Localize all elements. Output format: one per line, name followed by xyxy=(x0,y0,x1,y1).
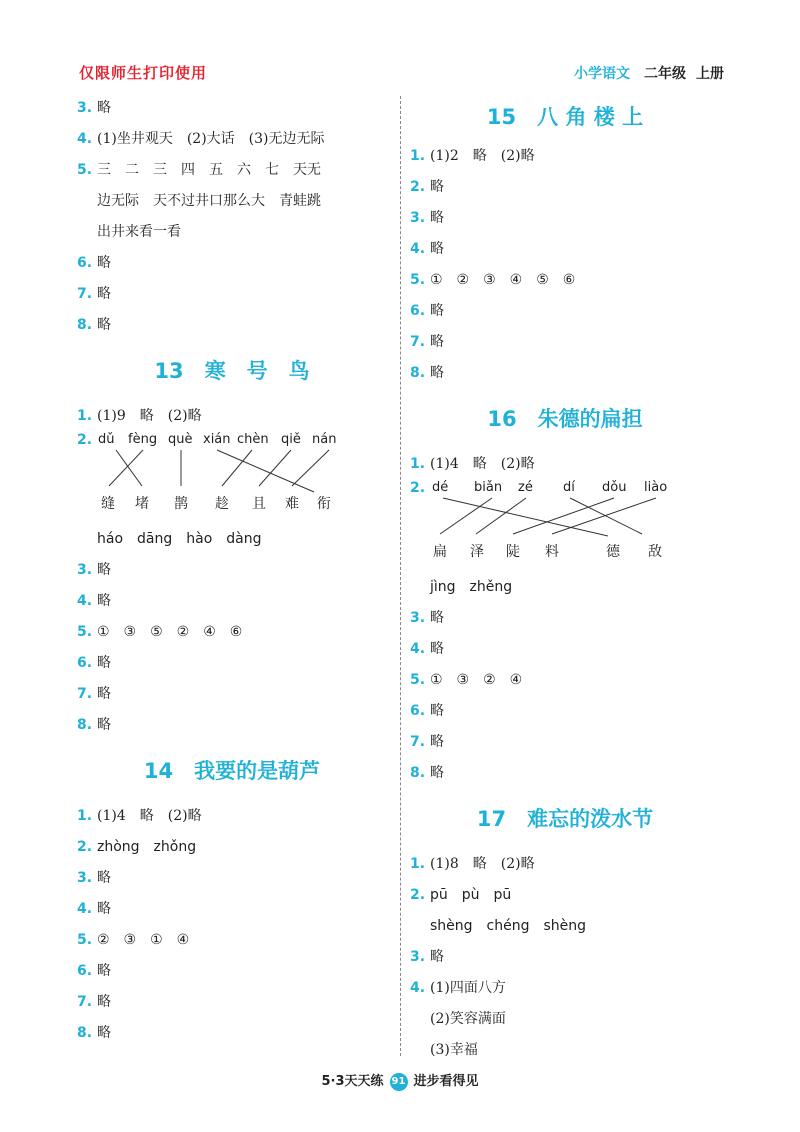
answer-row: 8. 略 xyxy=(410,365,444,381)
column-divider xyxy=(400,96,401,1056)
pinyin-option: chèn xyxy=(237,432,269,447)
matching-lines xyxy=(77,432,387,524)
lesson-16-title: 16 朱德的扁担 xyxy=(487,407,643,431)
character-option: 难 xyxy=(285,496,299,512)
answer-row: 5. ① ③ ② ④ xyxy=(410,672,523,688)
pinyin-option: liào xyxy=(644,480,668,495)
character-option: 敌 xyxy=(648,544,662,560)
answer-row: 5. ① ③ ⑤ ② ④ ⑥ xyxy=(77,624,243,640)
answer-row: 1. (1)4 略 (2)略 xyxy=(410,456,535,472)
footer-series: 5·3天天练 xyxy=(321,1074,384,1089)
pinyin-option: dí xyxy=(563,480,575,495)
answer-row: 4. (1)坐井观天 (2)大话 (3)无边无际 xyxy=(77,131,325,147)
subject-label: 小学语文 xyxy=(574,66,630,82)
answer-row: 7. 略 xyxy=(77,994,111,1010)
answer-row: 1. (1)2 略 (2)略 xyxy=(410,148,535,164)
pinyin-option: dǔ xyxy=(98,432,115,447)
character-option: 且 xyxy=(252,496,266,512)
answer-row: 6. 略 xyxy=(77,255,111,271)
left-column xyxy=(77,93,387,1049)
pinyin-option: zé xyxy=(518,480,533,495)
answer-row: 1. (1)8 略 (2)略 xyxy=(410,856,535,872)
character-option: 陡 xyxy=(506,544,520,560)
lesson-17-title: 17 难忘的泼水节 xyxy=(476,807,654,831)
answer-row: 5. 三 二 三 四 五 六 七 天无 xyxy=(77,162,321,178)
character-option: 鹊 xyxy=(174,496,188,512)
answer-row: 1. (1)9 略 (2)略 xyxy=(77,408,202,424)
pinyin-option: fèng xyxy=(128,432,158,447)
page-footer xyxy=(0,1070,800,1091)
lesson-14-title: 14 我要的是葫芦 xyxy=(143,759,321,783)
answer-row: 7. 略 xyxy=(77,286,111,302)
answer-row: 5. ② ③ ① ④ xyxy=(77,932,190,948)
page-number: 91 xyxy=(390,1073,408,1091)
answer-row-continued: (2)笑容满面 xyxy=(430,1011,506,1027)
answer-row: 6. 略 xyxy=(410,703,444,719)
answer-row: 7. 略 xyxy=(77,686,111,702)
answer-row: 1. (1)4 略 (2)略 xyxy=(77,808,202,824)
answer-row: 5. ① ② ③ ④ ⑤ ⑥ xyxy=(410,272,576,288)
answer-row-continued: (3)幸福 xyxy=(430,1042,478,1058)
answer-row-continued: 出井来看一看 xyxy=(97,224,181,240)
answer-row: 3. 略 xyxy=(410,210,444,226)
answer-row-continued: shèng chéng shèng xyxy=(430,918,587,934)
pinyin-option: dǒu xyxy=(602,480,627,495)
prev-section-answers xyxy=(77,93,387,341)
answer-row: 2. pū pù pū xyxy=(410,887,512,903)
grade-label: 二年级 xyxy=(644,66,686,82)
answer-row: 8. 略 xyxy=(77,717,111,733)
answer-row: 6. 略 xyxy=(77,655,111,671)
pinyin-matching-16: 2. dé biǎn zé dí dǒu liào 扁 泽 陡 料 德 敌 xyxy=(410,480,720,572)
answer-row: 3. 略 xyxy=(77,870,111,886)
character-option: 趁 xyxy=(215,496,229,512)
pinyin-option: biǎn xyxy=(474,480,503,495)
answer-row: 2. 略 xyxy=(410,179,444,195)
lesson-15-title: 15 八 角 楼 上 xyxy=(486,105,644,129)
answer-row: 7. 略 xyxy=(410,334,444,350)
character-option: 堵 xyxy=(135,496,149,512)
answer-row: 4. 略 xyxy=(77,593,111,609)
answer-row-continued: 边无际 天不过井口那么大 青蛙跳 xyxy=(97,193,321,209)
volume-label: 上册 xyxy=(696,66,724,82)
character-option: 衔 xyxy=(317,496,331,512)
pinyin-matching-13: 2. dǔ fèng què xián chèn qiě nán 缝 堵 鹊 趁 且 难 衔 xyxy=(77,432,387,524)
pinyin-option: nán xyxy=(312,432,337,447)
answer-row: 3. 略 xyxy=(410,610,444,626)
answer-row: 8. 略 xyxy=(410,765,444,781)
answer-row: 6. 略 xyxy=(410,303,444,319)
answer-row: 7. 略 xyxy=(410,734,444,750)
answer-row: 4. 略 xyxy=(77,901,111,917)
character-option: 德 xyxy=(606,544,620,560)
pinyin-option: què xyxy=(168,432,193,447)
answer-row: 8. 略 xyxy=(77,317,111,333)
answer-row: 3. 略 xyxy=(410,949,444,965)
watermark-label: 仅限师生打印使用 xyxy=(79,64,208,82)
answer-row: 3. 略 xyxy=(77,562,111,578)
lesson-13-title: 13 寒 号 鸟 xyxy=(154,359,310,383)
character-option: 料 xyxy=(545,544,559,560)
book-info xyxy=(574,63,724,83)
answer-row: 3. 略 xyxy=(77,100,111,116)
answer-row: 2. zhòng zhǒng xyxy=(77,839,197,855)
pinyin-answer-row: háo dāng hào dàng xyxy=(97,531,262,547)
answer-row: 6. 略 xyxy=(77,963,111,979)
answer-row: 4. (1)四面八方 xyxy=(410,980,506,996)
pinyin-option: dé xyxy=(432,480,449,495)
character-option: 扁 xyxy=(433,544,447,560)
character-option: 泽 xyxy=(470,544,484,560)
pinyin-option: xián xyxy=(203,432,231,447)
character-option: 缝 xyxy=(101,496,115,512)
right-column xyxy=(410,93,720,1066)
pinyin-option: qiě xyxy=(281,432,301,447)
answer-row: 4. 略 xyxy=(410,241,444,257)
pinyin-answer-row: jìng zhěng xyxy=(430,579,513,595)
footer-slogan: 进步看得见 xyxy=(413,1074,479,1089)
answer-row: 8. 略 xyxy=(77,1025,111,1041)
answer-row: 4. 略 xyxy=(410,641,444,657)
